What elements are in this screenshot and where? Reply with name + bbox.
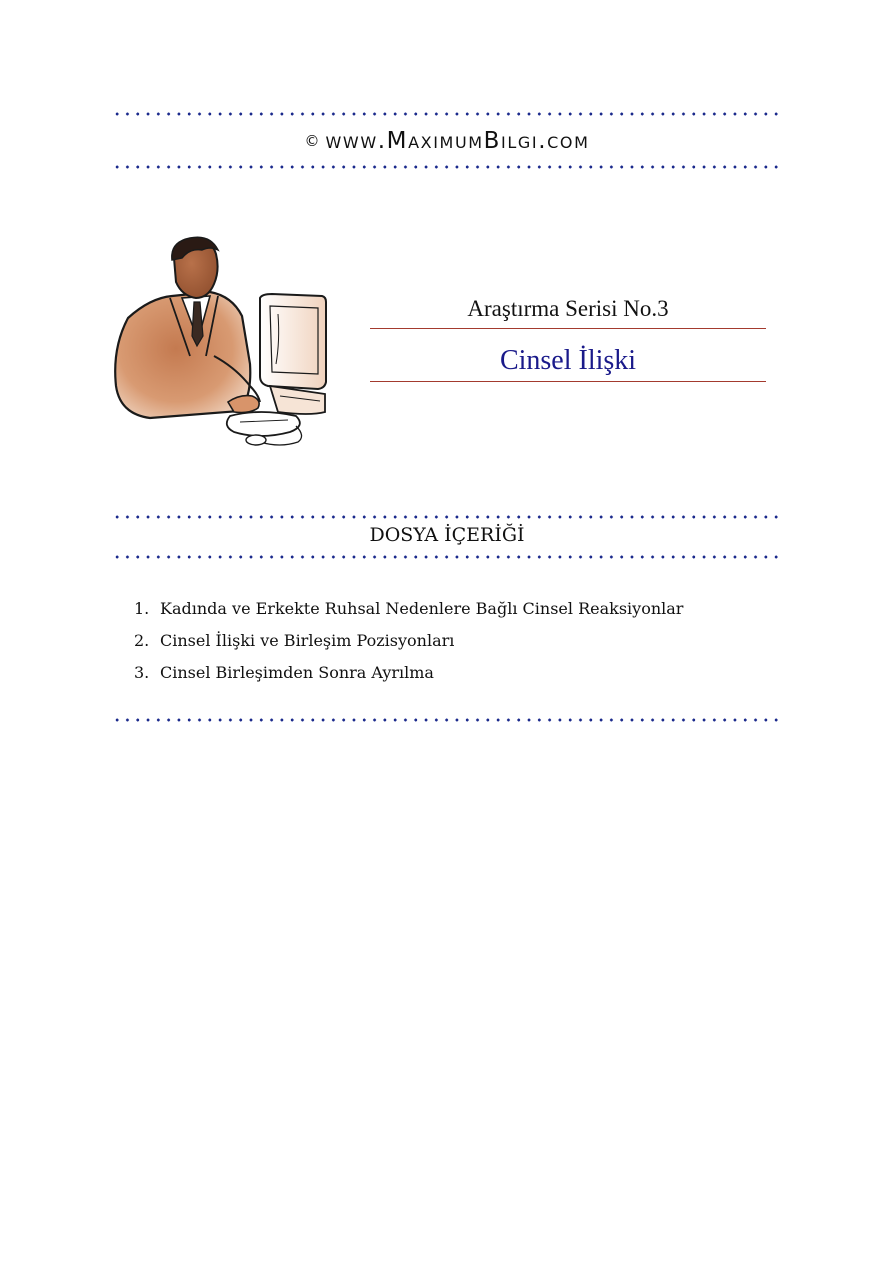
monitor-icon [260, 294, 326, 414]
topic-title: Cinsel İlişki [499, 345, 637, 376]
copyright-symbol: © [304, 132, 320, 150]
site-header [112, 128, 782, 158]
contents-heading-dotted-rule [112, 555, 782, 559]
man-at-computer-illustration [110, 236, 330, 448]
list-item-text: Cinsel İlişki ve Birleşim Pozisyonları [160, 631, 455, 650]
title-rule-top [370, 328, 766, 329]
title-rule-bottom [370, 381, 766, 382]
header-top-dotted-rule [112, 112, 782, 116]
list-item-number: 1. [134, 599, 150, 618]
list-item-text: Kadında ve Erkekte Ruhsal Nedenlere Bağlı Cinsel Reaksiyonlar [160, 599, 684, 618]
contents-top-dotted-rule [112, 515, 782, 519]
contents-heading: DOSYA İÇERİĞİ [369, 524, 525, 546]
list-item [134, 598, 683, 630]
list-item-text: Cinsel Birleşimden Sonra Ayrılma [160, 663, 434, 682]
list-item-number: 2. [134, 631, 150, 650]
contents-bottom-dotted-rule [112, 718, 782, 722]
contents-list [134, 598, 683, 694]
site-name: www.MaximumBilgi.com [325, 128, 590, 154]
list-item [134, 630, 683, 662]
list-item-number: 3. [134, 663, 150, 682]
series-title: Araştırma Serisi No.3 [467, 296, 669, 321]
list-item [134, 662, 683, 694]
header-bottom-dotted-rule [112, 165, 782, 169]
